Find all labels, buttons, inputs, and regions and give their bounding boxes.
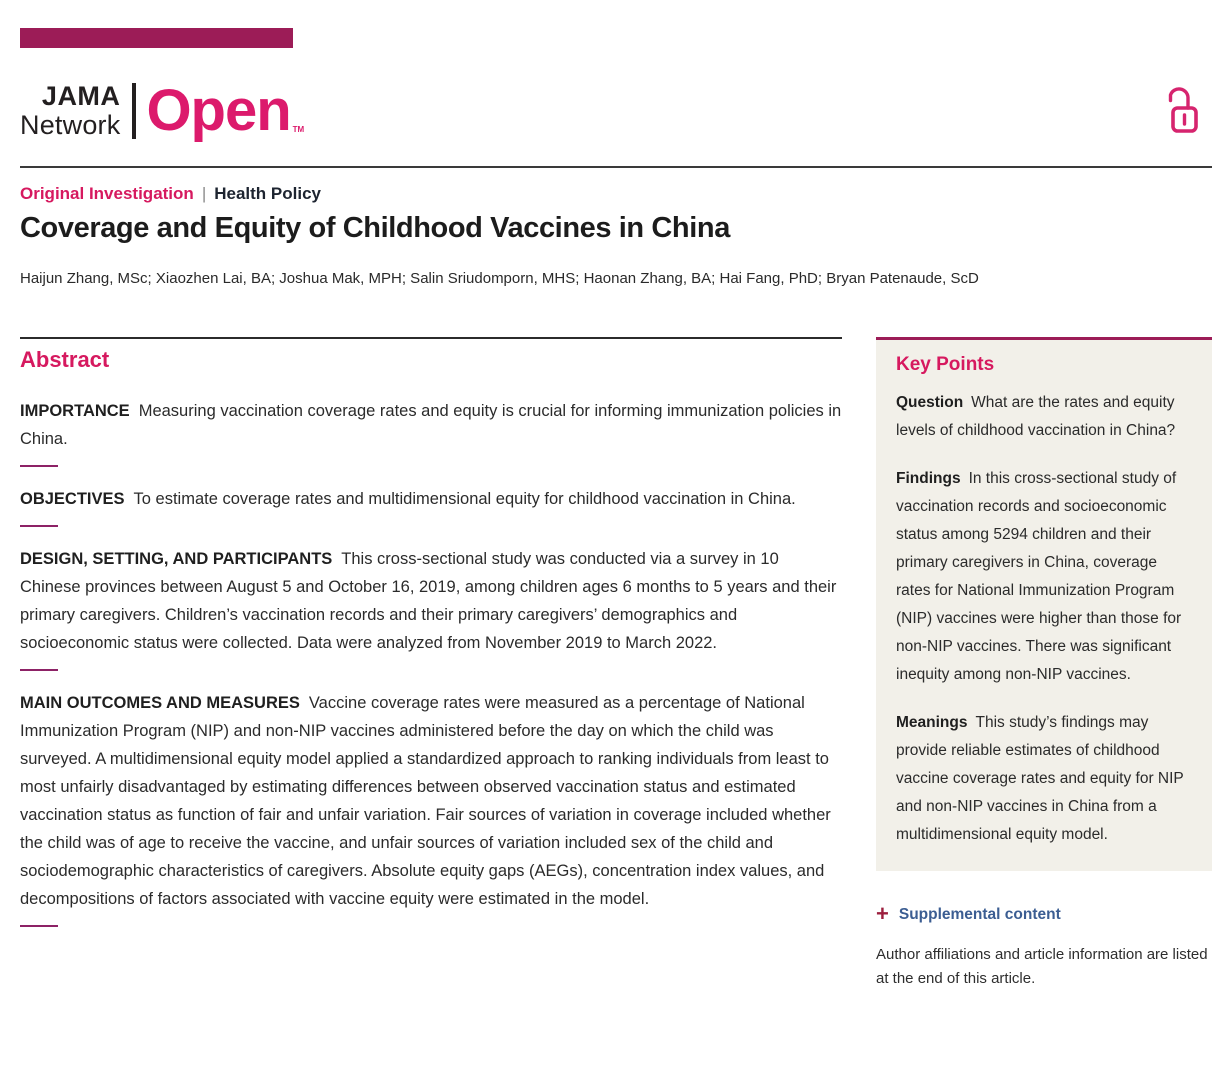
- key-points-meanings-text: This study’s findings may provide reliable estimates of childhood vaccine coverage rates and equity for NIP and non-NIP vaccines in China from a multidimensional equity model.: [896, 714, 1184, 844]
- article-body: [20, 337, 1212, 991]
- abstract-design-text: This cross-sectional study was conducted via a survey in 10 Chinese provinces between August 5 and October 16, 2019, among children ages 6 months to 5 years and their primary caregivers. Children’s vaccination records and their primary caregivers’ demographics and socioeconomic status were collected. Data were analyzed from November 2019 to March 2022.: [20, 550, 837, 653]
- abstract-objectives-label: OBJECTIVES: [20, 490, 125, 509]
- abstract-importance: [20, 397, 842, 453]
- key-points-findings: [896, 465, 1192, 689]
- open-lock-icon: [1162, 84, 1198, 138]
- abstract-section: [20, 337, 842, 945]
- key-points-question-text: What are the rates and equity levels of childhood vaccination in China?: [896, 394, 1176, 440]
- key-points-question-label: Question: [896, 394, 964, 412]
- paragraph-divider: [20, 925, 58, 927]
- abstract-importance-text: Measuring vaccination coverage rates and equity is crucial for informing immunization policies in China.: [20, 402, 842, 449]
- paragraph-divider: [20, 669, 58, 671]
- abstract-design: [20, 545, 842, 657]
- category-label: Original Investigation: [20, 184, 194, 203]
- brand-color-bar: [20, 28, 293, 48]
- abstract-design-label: DESIGN, SETTING, AND PARTICIPANTS: [20, 550, 333, 569]
- affiliations-note: Author affiliations and article information are listed at the end of this article.: [876, 946, 1208, 988]
- paragraph-divider: [20, 465, 58, 467]
- category-separator: |: [201, 184, 207, 203]
- jama-network-wordmark: [20, 83, 120, 139]
- paragraph-divider: [20, 525, 58, 527]
- key-points-findings-label: Findings: [896, 470, 961, 488]
- key-points-findings-text: In this cross-sectional study of vaccination records and socioeconomic status among 5294 children and their primary caregivers in China, coverage rates for National Immunization Program (NIP) vaccines were higher than those for non-NIP vaccines. There was significant inequity among non-NIP vaccines.: [896, 470, 1182, 684]
- masthead-rule: [20, 166, 1212, 168]
- supplemental-content-link[interactable]: Supplemental content: [898, 906, 1061, 924]
- logo-network-text: Network: [20, 110, 121, 140]
- article-first-page: [0, 28, 1232, 991]
- key-points-meanings: [896, 709, 1192, 849]
- logo-open-text: Open: [146, 78, 291, 143]
- abstract-heading: Abstract: [20, 347, 110, 373]
- trademark-symbol: TM: [292, 125, 305, 134]
- abstract-importance-label: IMPORTANCE: [20, 402, 130, 421]
- key-points-heading: Key Points: [896, 354, 995, 376]
- abstract-outcomes-label: MAIN OUTCOMES AND MEASURES: [20, 694, 300, 713]
- abstract-objectives: [20, 485, 842, 513]
- jama-network-open-logo: [20, 78, 305, 143]
- abstract-outcomes: [20, 689, 842, 913]
- key-points-box: [876, 337, 1212, 871]
- abstract-objectives-text: To estimate coverage rates and multidimensional equity for childhood vaccination in China.: [133, 490, 796, 509]
- author-byline: Haijun Zhang, MSc; Xiaozhen Lai, BA; Joshua Mak, MPH; Salin Sriudomporn, MHS; Haonan Zhang, BA; Hai Fang, PhD; Bryan Patenaude, ScD: [20, 270, 979, 288]
- abstract-outcomes-text: Vaccine coverage rates were measured as a percentage of National Immunization Program (NIP) and non-NIP vaccines administered before the day on which the child was surveyed. A multidimensional equity model applied a standardized approach to ranking individuals from least to most unfairly disadvantaged by estimating differences between observed vaccination status and estimated vaccination status as function of fair and unfair variation. Fair sources of variation in coverage included whether the child was of age to receive the vaccine, and unfair sources of variation included sex of the child and sociodemographic characteristics of caregivers. Absolute equity gaps (AEGs), concentration index values, and decompositions of factors associated with vaccine equity were estimated in the model.: [20, 694, 831, 909]
- supplemental-content-row: [876, 901, 1212, 927]
- logo-jama-text: JAMA: [41, 81, 121, 111]
- topic-label: Health Policy: [214, 184, 321, 203]
- masthead: [20, 80, 1212, 142]
- plus-icon: +: [876, 901, 889, 927]
- logo-divider-bar: [132, 83, 136, 139]
- sidebar: [876, 337, 1212, 991]
- article-title: Coverage and Equity of Childhood Vaccines in China: [20, 212, 730, 244]
- article-category-line: [20, 184, 1212, 204]
- key-points-question: [896, 389, 1192, 445]
- key-points-meanings-label: Meanings: [896, 714, 968, 732]
